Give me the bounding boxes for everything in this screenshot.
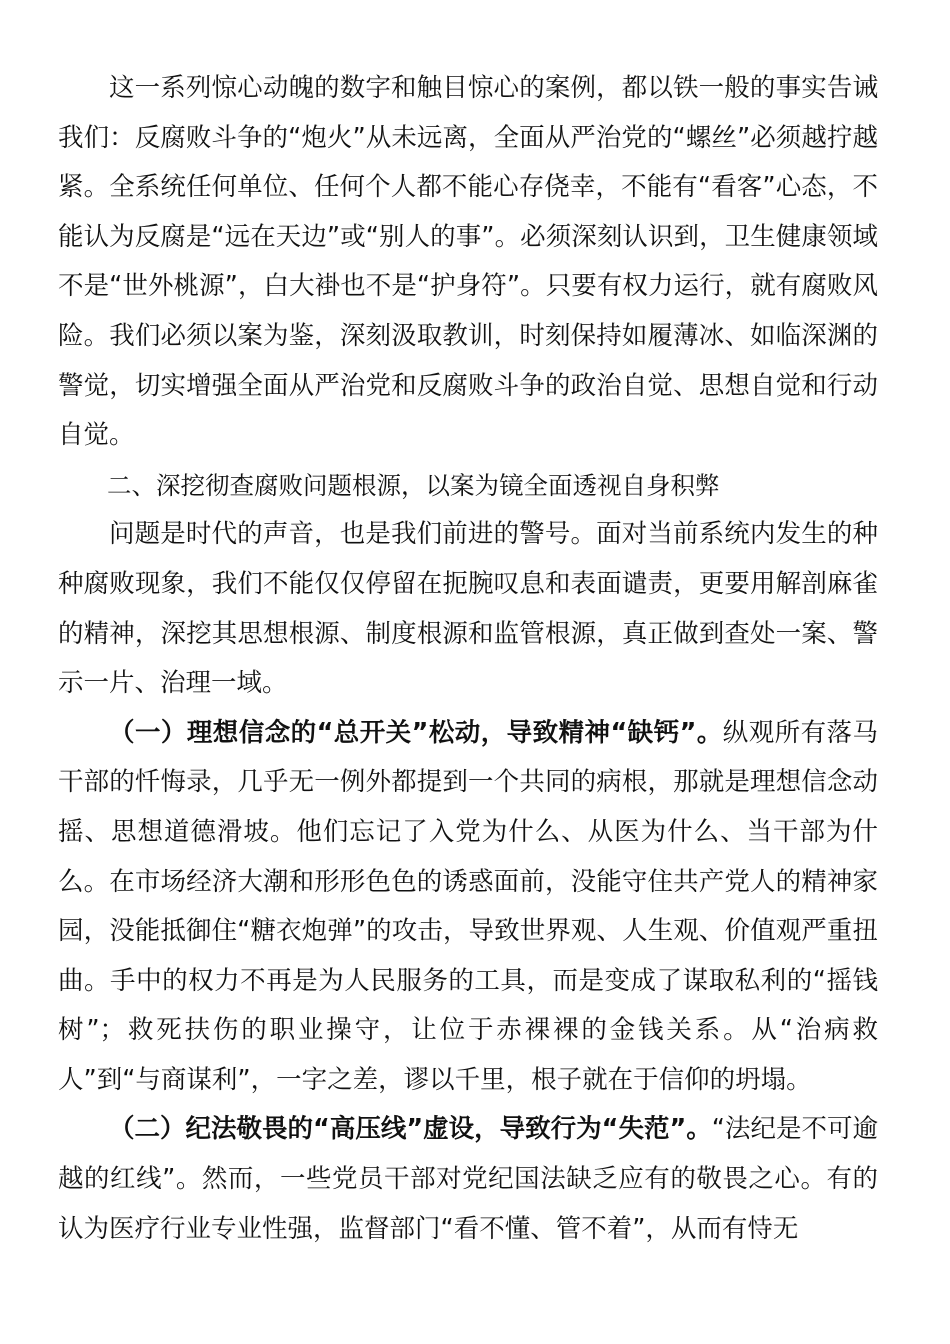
- paragraph-discipline-body: “法纪是不可逾越的红线”。然而，一些党员干部对党纪国法缺乏应有的敬畏之心。有的认为医疗行业专业性强，监督部门“看不懂、管不着”，从而有恃无: [58, 1114, 878, 1244]
- paragraph-problem-intro: 问题是时代的声音，也是我们前进的警号。面对当前系统内发生的种种腐败现象，我们不能仅仅停留在扼腕叹息和表面谴责，更要用解剖麻雀的精神，深挖其思想根源、制度根源和监管根源，真正做到查处一案、警示一片、治理一域。: [58, 519, 878, 699]
- section-heading-2: 二、深挖彻查腐败问题根源，以案为镜全面透视自身积弊: [107, 470, 720, 500]
- paragraph-ideals-body: 纵观所有落马干部的忏悔录，几乎无一例外都提到一个共同的病根，那就是理想信念动摇、思想道德滑坡。他们忘记了入党为什么、从医为什么、当干部为什么。在市场经济大潮和形形色色的诱惑面前，没能守住共产党人的精神家园，没能抵御住“糖衣炮弹”的攻击，导致世界观、人生观、价值观严重扭曲。手中的权力不再是为人民服务的工具，而是变成了谋取私利的“摇钱树”；救死扶伤的职业操守，让位于赤裸裸的金钱关系。从“治病救人”到“与商谋利”，一字之差，谬以千里，根子就在于信仰的坍塌。: [58, 717, 878, 1095]
- subheading-ideals: （一）理想信念的“总开关”松动，导致精神“缺钙”。: [109, 717, 723, 748]
- document-body: [58, 64, 878, 1254]
- paragraph-ideals: [58, 709, 878, 1106]
- paragraph-conclusion: 这一系列惊心动魄的数字和触目惊心的案例，都以铁一般的事实告诫我们：反腐败斗争的“炮火”从未远离，全面从严治党的“螺丝”必须越拧越紧。全系统任何单位、任何个人都不能心存侥幸，不能有“看客”心态，不能认为反腐是“远在天边”或“别人的事”。必须深刻认识到，卫生健康领域不是“世外桃源”，白大褂也不是“护身符”。只要有权力运行，就有腐败风险。我们必须以案为鉴，深刻汲取教训，时刻保持如履薄冰、如临深渊的警觉，切实增强全面从严治党和反腐败斗争的政治自觉、思想自觉和行动自觉。: [58, 73, 878, 451]
- paragraph-discipline: [58, 1105, 878, 1254]
- subheading-discipline: （二）纪法敬畏的“高压线”虚设，导致行为“失范”。: [109, 1114, 712, 1145]
